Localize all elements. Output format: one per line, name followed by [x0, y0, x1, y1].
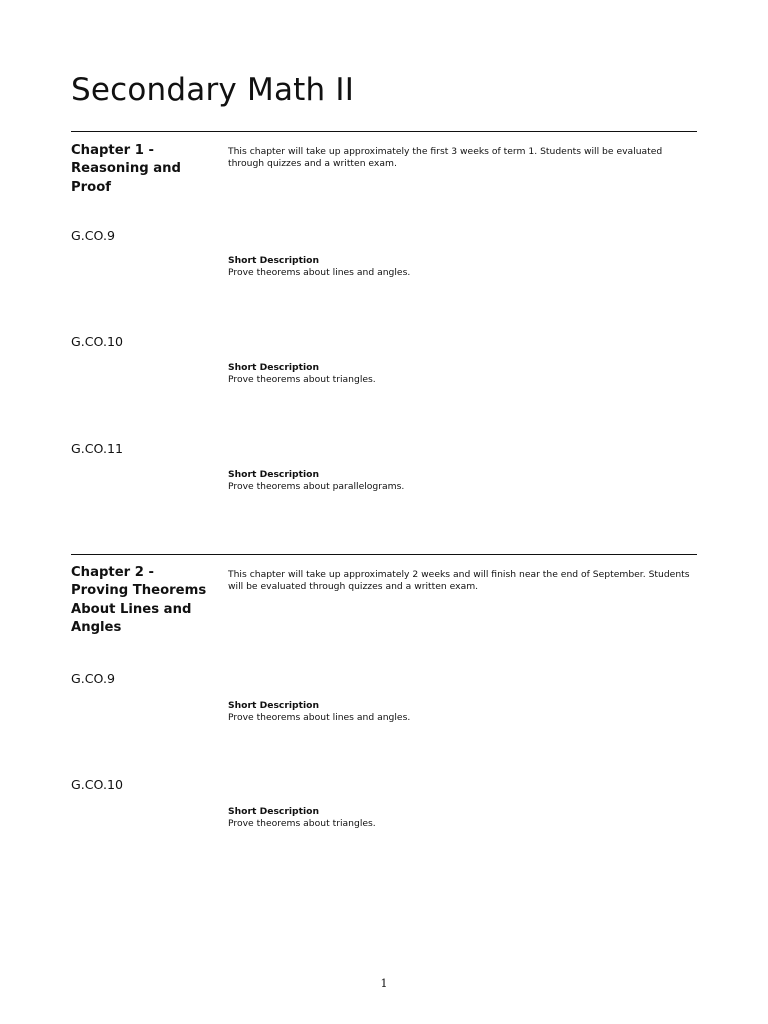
document-title: Secondary Math II	[71, 72, 355, 108]
short-description-text: Prove theorems about lines and angles.	[228, 712, 411, 723]
standard-code: G.CO.9	[71, 228, 115, 243]
short-description-heading: Short Description	[228, 469, 320, 480]
short-description-heading: Short Description	[228, 700, 320, 711]
standard-code: G.CO.9	[71, 671, 115, 686]
short-description-heading: Short Description	[228, 362, 320, 373]
short-description-block	[228, 255, 698, 279]
page-number: 1	[380, 977, 388, 990]
standard-code: G.CO.10	[71, 777, 123, 792]
short-description-text: Prove theorems about parallelograms.	[228, 481, 405, 492]
short-description-block	[228, 362, 698, 386]
short-description-block	[228, 700, 698, 724]
chapter-description: This chapter will take up approximately the first 3 weeks of term 1. Students will be evaluated through quizzes and a written exam.	[228, 146, 663, 169]
chapter-divider	[71, 554, 697, 555]
short-description-text: Prove theorems about triangles.	[228, 374, 376, 385]
chapter-description: This chapter will take up approximately 2 weeks and will finish near the end of September. Students will be evaluated through quizzes and a written exam.	[228, 569, 690, 592]
short-description-block	[228, 469, 698, 493]
short-description-block	[228, 806, 698, 830]
short-description-heading: Short Description	[228, 255, 320, 266]
standard-code: G.CO.10	[71, 334, 123, 349]
chapter-title: Chapter 1 - Reasoning and Proof	[71, 143, 181, 195]
standard-code: G.CO.11	[71, 441, 123, 456]
short-description-text: Prove theorems about triangles.	[228, 818, 376, 829]
short-description-heading: Short Description	[228, 806, 320, 817]
chapter-divider	[71, 131, 697, 132]
short-description-text: Prove theorems about lines and angles.	[228, 267, 411, 278]
chapter-title: Chapter 2 - Proving Theorems About Lines and Angles	[71, 565, 207, 635]
